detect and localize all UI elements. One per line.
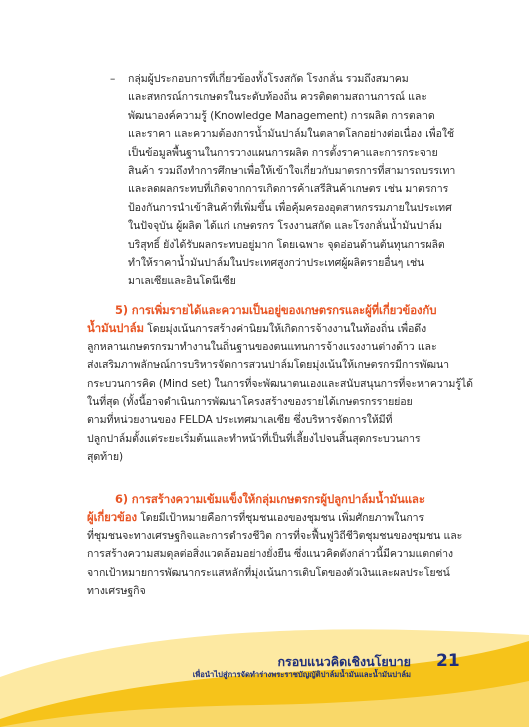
footer-subtitle: เพื่อนำไปสู่การจัดทำร่างพระราชบัญญัติปาล์มน้ำมันและน้ำมันปาล์ม — [192, 670, 411, 679]
section-5 — [87, 301, 473, 467]
text-line: ปลูกปาล์มตั้งแต่ระยะเริ่มต้นและทำหน้าที่เป็นที่เลี้ยงไปจนสิ้นสุดกระบวนการ — [87, 432, 421, 445]
text-line: และสหกรณ์การเกษตรในระดับท้องถิ่น ควรติดตามสถานการณ์ และ — [128, 91, 427, 104]
text-line: และราคา และความต้องการน้ำมันปาล์มในตลาดโลกอย่างต่อเนื่อง เพื่อใช้ — [128, 128, 454, 141]
text-line: และลดผลกระทบที่เกิดจากการเกิดการค้าเสรีสินค้าเกษตร เช่น มาตรการ — [128, 183, 449, 196]
section-6-heading-line — [87, 490, 462, 508]
intro-paragraph — [128, 70, 455, 291]
bullet-dash: – — [110, 73, 116, 85]
section-6-line-rest: โดยมีเป้าหมายคือการที่ชุมชนเองของชุมชน เพิ่มศักยภาพในการ — [136, 512, 425, 525]
text-line: มาเลเซียและอินโดนีเซีย — [128, 275, 236, 288]
text-line: กลุ่มผู้ประกอบการที่เกี่ยวข้องทั้งโรงสกัด โรงกลั่น รวมถึงสมาคม — [128, 73, 409, 85]
section-5-heading-line — [87, 301, 473, 319]
text-line: ตามที่หน่วยงานของ FELDA ประเทศมาเลเซีย ซึ่งบริหารจัดการให้มีที่ — [87, 414, 393, 427]
text-line: ทำให้ราคาน้ำมันปาล์มในประเทศสูงกว่าประเทศผู้ผลิตรายอื่นๆ เช่น — [128, 256, 425, 269]
section-5-heading: 5) การเพิ่มรายได้และความเป็นอยู่ของเกษตรกรและผู้ที่เกี่ยวข้องกับ — [115, 303, 437, 317]
section-5-heading-cont: น้ำมันปาล์ม — [87, 321, 144, 336]
section-6-line — [87, 508, 462, 526]
section-6 — [87, 490, 462, 600]
page-number: 21 — [436, 651, 460, 671]
text-line: ส่งเสริมภาพลักษณ์การบริหารจัดการสวนปาล์มโดยมุ่งเน้นให้เกษตรกรมีการพัฒนา — [87, 359, 449, 372]
section-6-heading-cont: ผู้เกี่ยวข้อง — [87, 510, 137, 525]
section-6-heading: 6) การสร้างความเข้มแข็งให้กลุ่มเกษตรกรผู้ปลูกปาล์มน้ำมันและ — [115, 492, 425, 506]
text-line: ในปัจจุบัน ผู้ผลิต ได้แก่ เกษตรกร โรงงานสกัด และโรงกลั่นน้ำมันปาล์ม — [128, 220, 443, 233]
text-line: พัฒนาองค์ความรู้ (Knowledge Management) การผลิต การตลาด — [128, 109, 435, 122]
section-5-line — [87, 319, 473, 337]
text-line: บริสุทธิ์ ยังได้รับผลกระทบอยู่มาก โดยเฉพาะ จุดอ่อนด้านต้นทุนการผลิต — [128, 238, 445, 251]
text-line: ที่ชุมชนจะทางเศรษฐกิจและการดำรงชีวิต การที่จะฟื้นฟูวิถีชีวิตชุมชนของชุมชน และ — [87, 529, 463, 542]
text-line: สุดท้าย) — [87, 451, 124, 464]
text-line: ลูกหลานเกษตรกรมาทำงานในถิ่นฐานของตนแทนการจ้างแรงงานต่างด้าว และ — [87, 340, 437, 353]
section-5-line-rest: โดยมุ่งเน้นการสร้างค่านิยมให้เกิดการจ้างงานในท้องถิ่น เพื่อดึง — [143, 323, 427, 336]
text-line: ป้องกันการนำเข้าสินค้าที่เพิ่มขึ้น เพื่อคุ้มครองอุตสาหกรรมภายในประเทศ — [128, 201, 452, 214]
text-line: สินค้า รวมถึงทำการศึกษาเพื่อให้เข้าใจเกี่ยวกับมาตรการที่สามารถบรรเทา — [128, 164, 456, 177]
footer-title: กรอบแนวคิดเชิงนโยบาย — [277, 654, 411, 669]
text-line: กระบวนการคิด (Mind set) ในการที่จะพัฒนาตนเองและสนับสนุนการที่จะหาความรู้ได้ — [87, 377, 473, 390]
text-line: การสร้างความสมดุลต่อสิ่งแวดล้อมอย่างยั่งยืน ซึ่งแนวคิดดังกล่าวนี้มีความแตกต่าง — [87, 548, 453, 561]
text-line: ทางเศรษฐกิจ — [87, 584, 146, 597]
text-line: ในที่สุด (ทั้งนี้อาจดำเนินการพัฒนาโครงสร้างของรายได้เกษตรกรรายย่อย — [87, 395, 413, 408]
text-line: เป็นข้อมูลพื้นฐานในการวางแผนการผลิต การตั้งราคาและการกระจาย — [128, 146, 438, 159]
text-line: จากเป้าหมายการพัฒนากระแสหลักที่มุ่งเน้นการเติบโตของตัวเงินและผลประโยชน์ — [87, 566, 450, 579]
